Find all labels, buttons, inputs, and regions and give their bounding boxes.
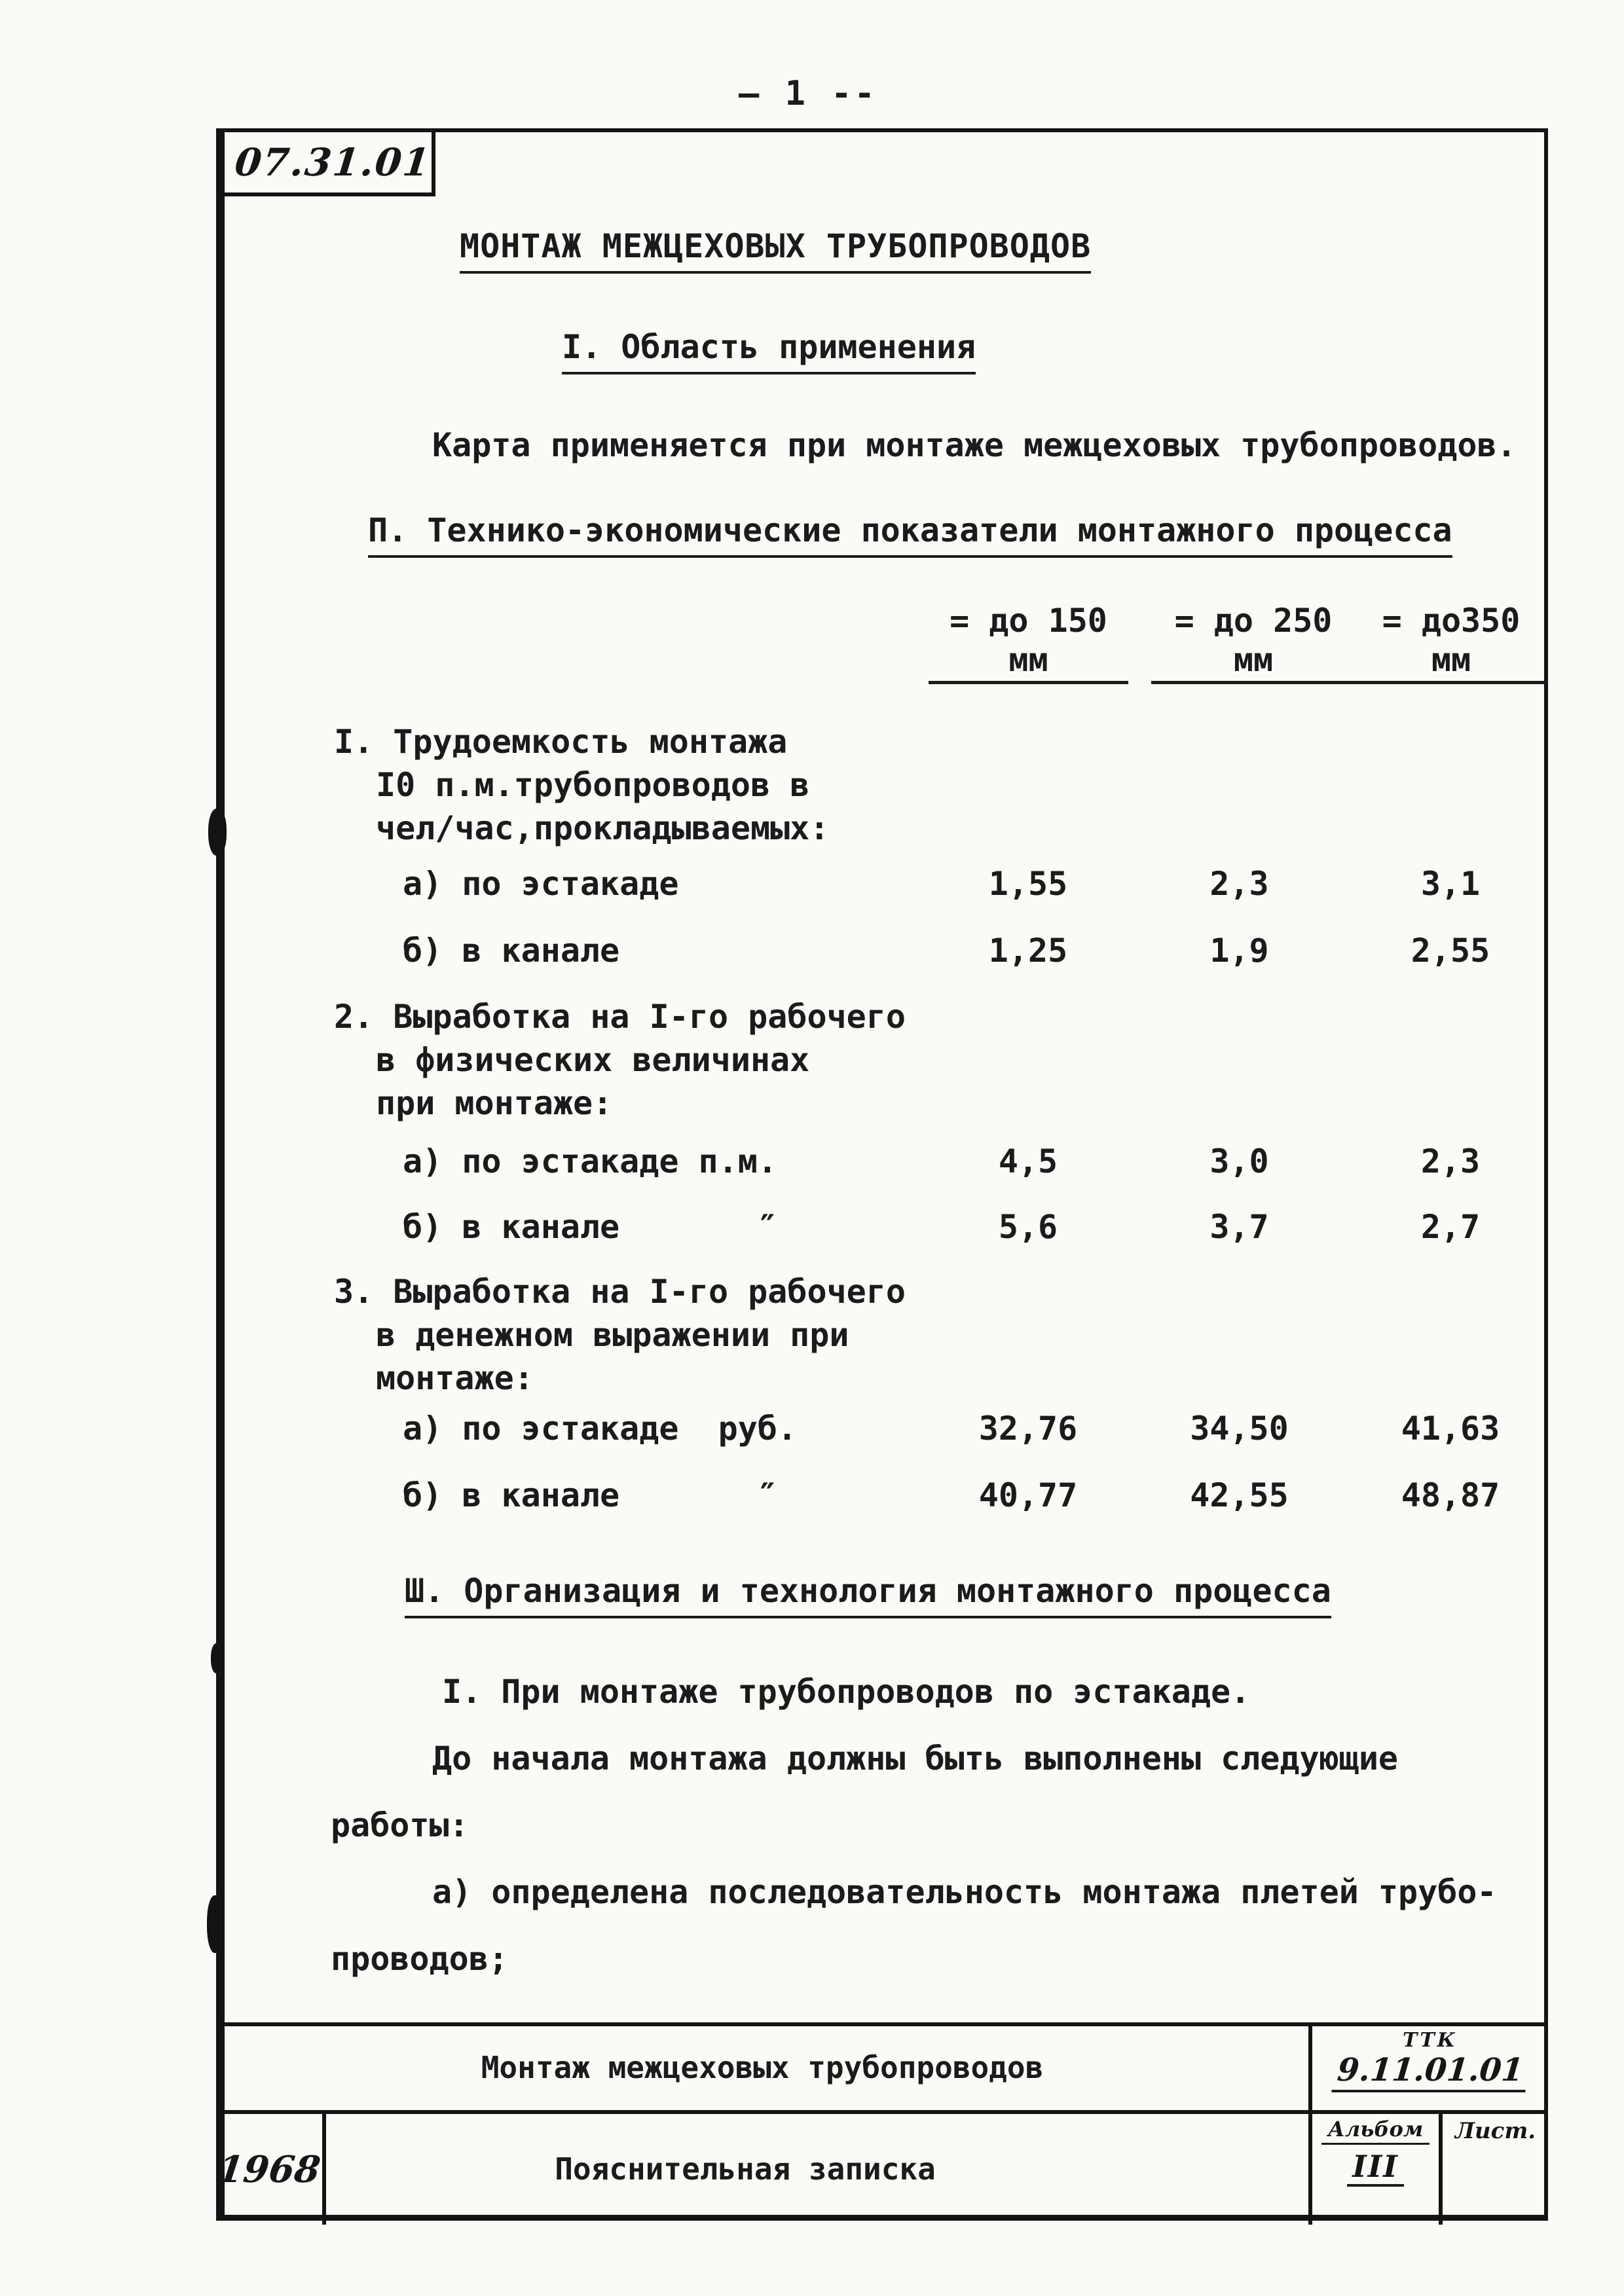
table-item-2-label (334, 995, 906, 1125)
page-number: — 1 -- (739, 74, 877, 113)
row-value: 4,5 (998, 1142, 1058, 1180)
section3-heading: Ш. Организация и технология монтажного процесса (405, 1570, 1331, 1618)
table-row (403, 1140, 1549, 1183)
item-label-line: 3. Выработка на I-го рабочего (334, 1273, 906, 1311)
table-row (403, 1474, 1549, 1517)
stamp-album-cell (1312, 2110, 1443, 2225)
row-label: б) в канале ″ (403, 1476, 777, 1514)
row-value: 1,9 (1209, 932, 1269, 970)
row-label: а) по эстакаде (403, 865, 679, 903)
item-label-line: 2. Выработка на I-го рабочего (334, 998, 906, 1036)
row-value: 1,55 (988, 865, 1068, 903)
stamp-doc-title: Монтаж межцеховых трубопроводов (481, 2050, 1044, 2086)
col-diameter: = до 150 (950, 602, 1107, 640)
row-value: 3,7 (1209, 1208, 1269, 1246)
section1-body: Карта применяется при монтаже межцеховых трубопроводов. (432, 426, 1517, 464)
stamp-subtitle: Пояснительная записка (555, 2151, 936, 2187)
table-row (403, 863, 1549, 905)
item-label-line: I0 п.м.трубопроводов в (376, 766, 810, 804)
row-value: 5,6 (998, 1208, 1058, 1246)
stamp-doc-title-cell (216, 2026, 1312, 2110)
col-unit: мм (1431, 641, 1471, 679)
table-row (403, 930, 1549, 972)
table-col-header-350 (1354, 601, 1548, 684)
row-value: 2,3 (1420, 1142, 1481, 1180)
row-label: б) в канале (403, 932, 620, 970)
table-col-header-250 (1151, 601, 1356, 684)
stamp-ttk-number: 9.11.01.01 (1331, 2052, 1528, 2092)
section3-p2-line2: работы: (331, 1806, 469, 1844)
item-label-line: I. Трудоемкость монтажа (334, 723, 788, 761)
stamp-sheet-label: Лист. (1454, 2118, 1536, 2144)
row-value: 34,50 (1190, 1410, 1289, 1448)
table-row (403, 1206, 1549, 1248)
table-item-1-label (334, 720, 829, 850)
code-box (225, 132, 435, 196)
row-value: 2,3 (1209, 865, 1269, 903)
row-label: б) в канале ″ (403, 1208, 777, 1246)
row-value: 32,76 (978, 1410, 1078, 1448)
table-item-3-label (334, 1270, 906, 1400)
row-value: 2,7 (1420, 1208, 1481, 1246)
row-value: 48,87 (1401, 1476, 1500, 1514)
section3-p1: I. При монтаже трубопроводов по эстакаде. (442, 1673, 1251, 1711)
row-value: 3,1 (1420, 865, 1481, 903)
stamp-album-label: Альбом (1321, 2114, 1430, 2145)
item-label-line: в физических величинах (376, 1041, 810, 1079)
scan-artifact (208, 809, 227, 856)
col-diameter: = до350 (1382, 602, 1521, 640)
col-unit: мм (1008, 641, 1048, 679)
stamp-year: 1968 (215, 2147, 323, 2191)
scan-artifact (207, 1895, 224, 1953)
col-unit: мм (1233, 641, 1274, 679)
row-value: 41,63 (1401, 1410, 1500, 1448)
row-label: а) по эстакаде п.м. (403, 1142, 777, 1180)
stamp-ttk-cell (1312, 2026, 1548, 2110)
item-label-line: чел/час,прокладываемых: (376, 809, 830, 847)
item-label-line: монтаже: (376, 1359, 534, 1397)
stamp-sheet-cell (1443, 2110, 1548, 2225)
scan-artifact (211, 1643, 223, 1673)
stamp-subtitle-cell (326, 2110, 1312, 2225)
section3-p3-line2: проводов; (331, 1940, 508, 1978)
row-value: 40,77 (978, 1476, 1078, 1514)
section3-p2-line1: До начала монтажа должны быть выполнены следующие (432, 1740, 1399, 1777)
section3-p3-line1: а) определена последовательность монтажа плетей трубо- (432, 1873, 1497, 1911)
table-col-header-150 (929, 601, 1128, 684)
row-label: а) по эстакаде руб. (403, 1410, 798, 1448)
row-value: 42,55 (1190, 1476, 1289, 1514)
table-row (403, 1408, 1549, 1450)
row-value: 3,0 (1209, 1142, 1269, 1180)
section2-heading: П. Технико-экономические показатели монтажного процесса (368, 509, 1452, 558)
item-label-line: при монтаже: (376, 1084, 613, 1122)
doc-title: МОНТАЖ МЕЖЦЕХОВЫХ ТРУБОПРОВОДОВ (460, 225, 1091, 274)
doc-code: 07.31.01 (232, 140, 434, 185)
title-block (216, 2022, 1548, 2221)
col-diameter: = до 250 (1174, 602, 1333, 640)
stamp-ttk-label: ТТК (1403, 2029, 1458, 2052)
stamp-year-cell (216, 2110, 326, 2225)
section1-heading: I. Область применения (562, 326, 976, 374)
stamp-album-value: III (1347, 2149, 1404, 2187)
item-label-line: в денежном выражении при (376, 1316, 849, 1354)
row-value: 1,25 (988, 932, 1068, 970)
row-value: 2,55 (1411, 932, 1490, 970)
